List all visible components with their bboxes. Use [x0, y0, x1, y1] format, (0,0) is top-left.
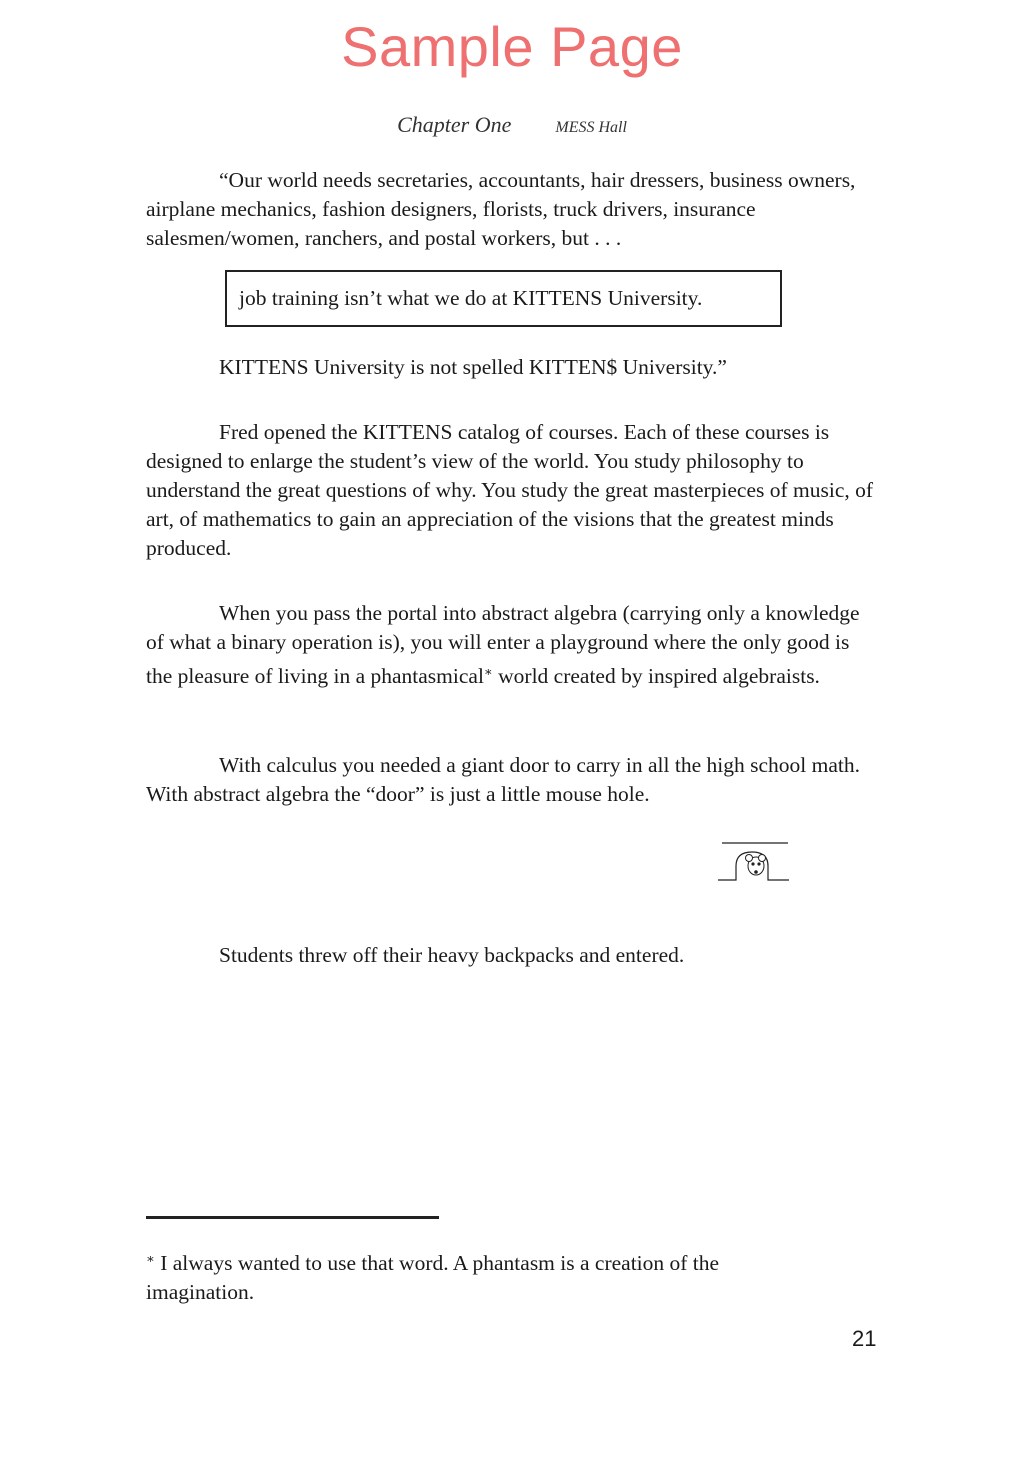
- paragraph-4-text-end: world created by inspired algebraists.: [492, 664, 820, 688]
- paragraph-1: “Our world needs secretaries, accountants, hair dressers, business owners, airplane mechanics, fashion designers, florists, truck drivers, insurance salesmen/women, ranchers, and postal workers, but . . .: [146, 168, 856, 250]
- paragraph-3: Fred opened the KITTENS catalog of courses. Each of these courses is designed to enlarge the student’s view of the world. You study philosophy to understand the great questions of why. You study the great masterpieces of music, of art, of mathematics to gain an appreciation of the visions that the greatest minds produced.: [146, 420, 874, 560]
- footnote: [146, 1244, 826, 1307]
- paragraph-5: With calculus you needed a giant door to carry in all the high school math. With abstract algebra the “door” is just a little mouse hole.: [146, 753, 860, 806]
- section-title: MESS Hall: [555, 119, 627, 136]
- sample-page-watermark: Sample Page: [341, 15, 683, 78]
- footnote-reference: ∗: [483, 664, 493, 679]
- paragraph-4: [146, 599, 876, 691]
- paragraph-6: Students threw off their heavy backpacks and entered.: [219, 943, 685, 967]
- chapter-title: Chapter One: [397, 112, 512, 137]
- paragraph-2: KITTENS University is not spelled KITTEN$ University.”: [219, 355, 727, 379]
- paragraph-4-text: When you pass the portal into abstract algebra (carrying only a knowledge of what a binary operation is), you will enter a playground where the only good is the pleasure of living in a phantasmical: [146, 601, 860, 688]
- footnote-divider: [146, 1216, 439, 1219]
- mouse-hole-illustration: [716, 838, 792, 886]
- footnote-mark: ∗: [146, 1251, 155, 1266]
- running-header: [0, 112, 1024, 138]
- page-number: 21: [852, 1326, 877, 1351]
- footnote-text: I always wanted to use that word. A phantasm is a creation of the imagination.: [146, 1251, 720, 1304]
- boxed-quote: job training isn’t what we do at KITTENS University.: [225, 270, 782, 327]
